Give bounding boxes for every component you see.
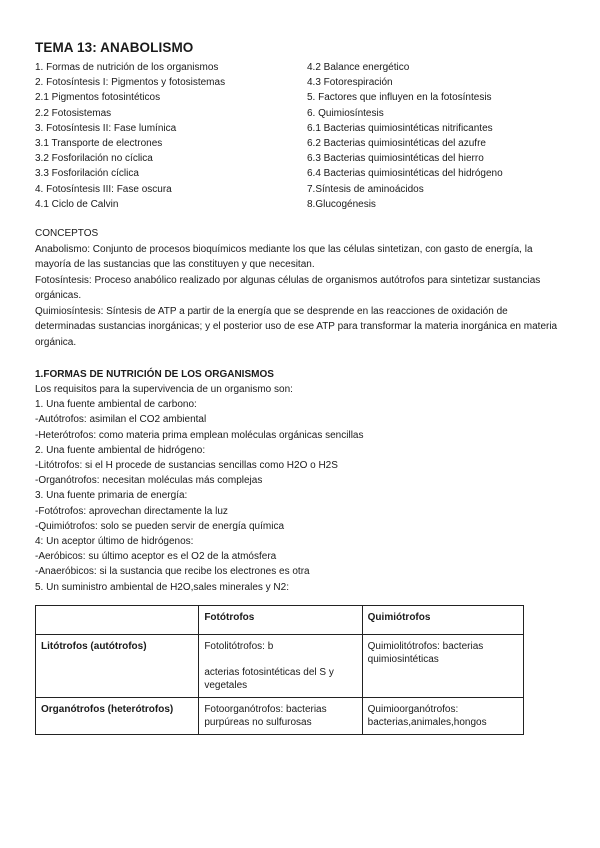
table-of-contents <box>35 60 565 210</box>
toc-left-column <box>35 60 305 212</box>
concept-anabolismo: Anabolismo: Conjunto de procesos bioquímicos mediante los que las células sintetizan, con gasto de energía, la mayoría de las sustancias que las constituyen y que necesitan. <box>35 243 533 270</box>
cell-text: Fotolitótrofos: b <box>204 641 274 652</box>
toc-item: 2. Fotosíntesis I: Pigmentos y fotosistemas <box>35 77 226 89</box>
list-item: 2. Una fuente ambiental de hidrógeno: <box>35 444 206 456</box>
toc-item: 8.Glucogénesis <box>307 198 376 210</box>
table-row <box>36 698 524 735</box>
toc-item: 4.3 Fotorespiración <box>307 77 393 89</box>
document-page <box>35 40 565 728</box>
toc-item: 4. Fotosíntesis III: Fase oscura <box>35 183 172 195</box>
toc-item: 2.2 Fotosistemas <box>35 107 112 119</box>
toc-item: 3.1 Transporte de electrones <box>35 138 163 150</box>
toc-item: 5. Factores que influyen en la fotosíntesis <box>307 92 492 104</box>
toc-item: 2.1 Pigmentos fotosintéticos <box>35 92 161 104</box>
list-item: -Aeróbicos: su último aceptor es el O2 de la atmósfera <box>35 551 277 563</box>
cell-gap <box>204 653 356 666</box>
row-header-cell: Organótrofos (heterótrofos) <box>36 698 199 735</box>
toc-item: 4.2 Balance energético <box>307 62 410 73</box>
table-cell: Fotoorganótrofos: bacterias purpúreas no sulfurosas <box>199 698 362 735</box>
list-item: 3. Una fuente primaria de energía: <box>35 490 188 502</box>
table-header-cell <box>36 606 199 635</box>
table-header-cell: Fotótrofos <box>199 606 362 635</box>
list-item: -Fotótrofos: aprovechan directamente la luz <box>35 505 228 517</box>
table-header-cell: Quimiótrofos <box>362 606 523 635</box>
toc-item: 3. Fotosíntesis II: Fase lumínica <box>35 122 177 134</box>
list-item: -Anaeróbicos: si la sustancia que recibe los electrones es otra <box>35 566 310 578</box>
list-item: 5. Un suministro ambiental de H2O,sales minerales y N2: <box>35 581 289 593</box>
table-cell: Quimiolitótrofos: bacterias quimiosintéticas <box>362 635 523 698</box>
toc-item: 3.3 Fosforilación cíclica <box>35 168 139 180</box>
toc-right-column <box>307 60 567 212</box>
toc-item: 6.2 Bacterias quimiosintéticas del azufre <box>307 138 486 150</box>
list-item: 1. Una fuente ambiental de carbono: <box>35 399 197 411</box>
toc-item: 7.Síntesis de aminoácidos <box>307 183 424 195</box>
conceptos-label: CONCEPTOS <box>35 228 99 239</box>
nutrition-types-table <box>35 605 524 735</box>
list-item: -Quimiótrofos: solo se pueden servir de energía química <box>35 520 285 532</box>
list-item: Los requisitos para la supervivencia de un organismo son: <box>35 384 293 395</box>
table-row <box>36 635 524 698</box>
toc-item: 6.1 Bacterias quimiosintéticas nitrificantes <box>307 122 493 134</box>
toc-item: 6.4 Bacterias quimiosintéticas del hidrógeno <box>307 168 503 180</box>
list-item: -Heterótrofos: como materia prima emplean moléculas orgánicas sencillas <box>35 429 364 441</box>
concept-quimiosintesis: Quimiosíntesis: Síntesis de ATP a partir de la energía que se desprende en las reacciones de oxidación de determinadas sustancias inorgánicas; y el posterior uso de ese ATP para transformar la materia inorgánica en materia orgánica. <box>35 305 558 348</box>
section-1-heading: 1.FORMAS DE NUTRICIÓN DE LOS ORGANISMOS <box>35 369 274 380</box>
toc-item: 3.2 Fosforilación no cíclica <box>35 153 153 165</box>
list-item: -Autótrofos: asimilan el CO2 ambiental <box>35 414 207 426</box>
row-header-cell: Litótrofos (autótrofos) <box>36 635 199 698</box>
cell-text: acterias fotosintéticas del S y vegetales <box>204 667 334 691</box>
page-title: TEMA 13: ANABOLISMO <box>35 40 194 55</box>
table-cell: Quimioorganótrofos: bacterias,animales,hongos <box>362 698 523 735</box>
list-item: -Litótrofos: si el H procede de sustancias sencillas como H2O o H2S <box>35 460 338 472</box>
toc-item: 6.3 Bacterias quimiosintéticas del hierro <box>307 153 484 165</box>
list-item: -Organótrofos: necesitan moléculas más complejas <box>35 475 263 487</box>
table-header-row <box>36 606 524 635</box>
concept-fotosintesis: Fotosíntesis: Proceso anabólico realizado por algunas células de organismos autótrofos para sintetizar sustancias orgánicas. <box>35 274 541 301</box>
table-cell <box>199 635 362 698</box>
list-item: 4: Un aceptor último de hidrógenos: <box>35 536 194 548</box>
section-1-list <box>35 382 565 595</box>
toc-item: 4.1 Ciclo de Calvin <box>35 198 119 210</box>
toc-item: 6. Quimiosíntesis <box>307 107 384 119</box>
toc-item: 1. Formas de nutrición de los organismos <box>35 62 219 73</box>
